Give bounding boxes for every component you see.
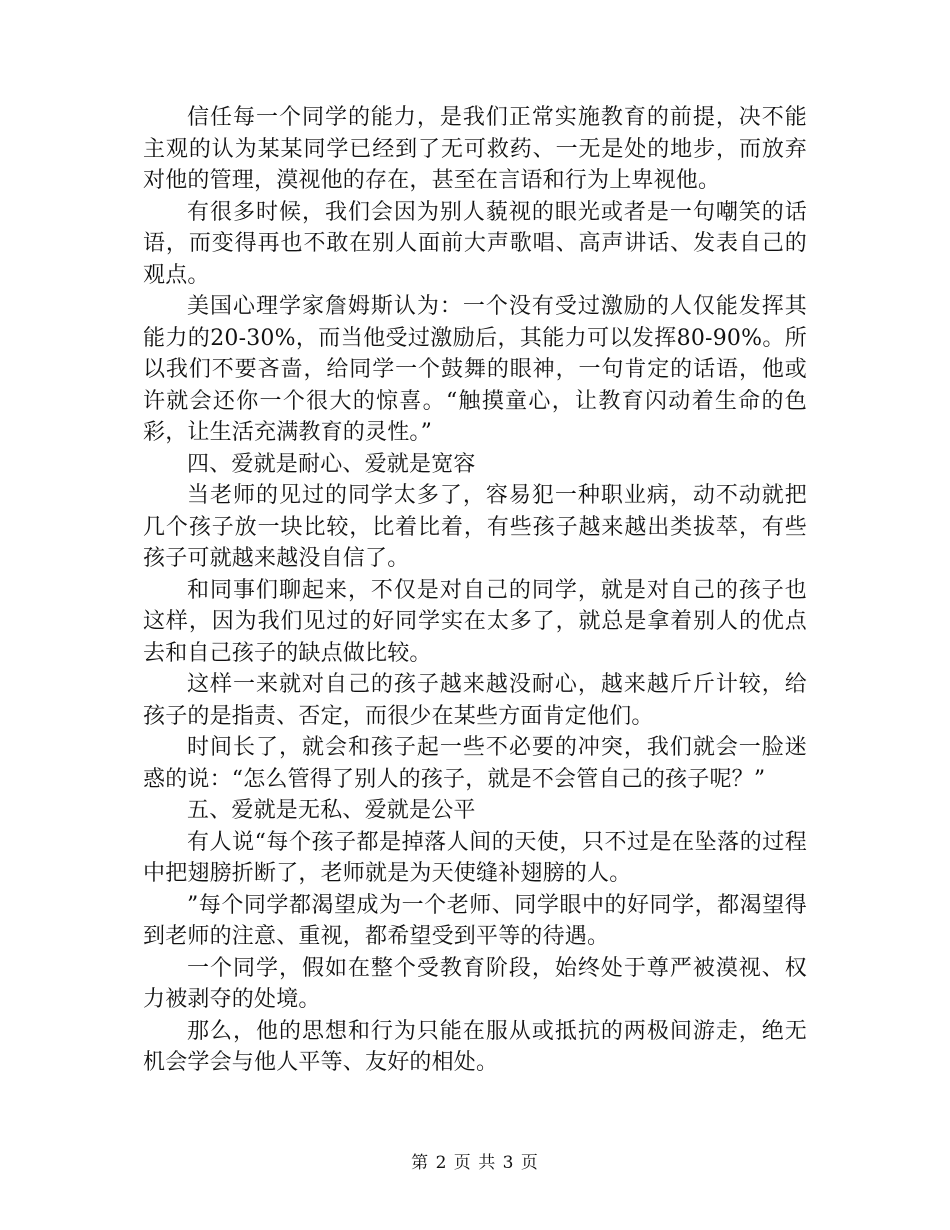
paragraph: 这样一来就对自己的孩子越来越没耐心，越来越斤斤计较，给孩子的是指责、否定，而很少在某些方面肯定他们。 [143,672,807,729]
paragraph: 那么，他的思想和行为只能在服从或抵抗的两极间游走，绝无机会学会与他人平等、友好的相处。 [143,1018,807,1075]
page-footer: 第 2 页 共 3 页 [411,1153,539,1173]
document-body [143,102,807,1079]
paragraph: 时间长了，就会和孩子起一些不必要的冲突，我们就会一脸迷惑的说：“怎么管得了别人的孩子，就是不会管自己的孩子呢？” [143,735,807,792]
paragraph: 当老师的见过的同学太多了，容易犯一种职业病，动不动就把几个孩子放一块比较，比着比着，有些孩子越来越出类拔萃，有些孩子可就越来越没自信了。 [143,483,807,571]
section-heading: 四、爱就是耐心、爱就是宽容 [187,451,476,477]
paragraph: 有很多时候，我们会因为别人藐视的眼光或者是一句嘲笑的话语，而变得再也不敢在别人面前大声歌唱、高声讲话、发表自己的观点。 [143,199,807,288]
paragraph: 有人说“每个孩子都是掉落人间的天使，只不过是在坠落的过程中把翅膀折断了，老师就是为天使缝补翅膀的人。 [143,829,807,886]
paragraph: 和同事们聊起来，不仅是对自己的同学，就是对自己的孩子也这样，因为我们见过的好同学实在太多了，就总是拿着别人的优点去和自己孩子的缺点做比较。 [143,577,807,666]
paragraph: 信任每一个同学的能力，是我们正常实施教育的前提，决不能主观的认为某某同学已经到了无可救药、一无是处的地步，而放弃对他的管理，漠视他的存在，甚至在言语和行为上卑视他。 [143,105,807,193]
section-heading: 五、爱就是无私、爱就是公平 [187,798,476,823]
paragraph: ”每个同学都渴望成为一个老师、同学眼中的好同学，都渴望得到老师的注意、重视，都希望受到平等的待遇。 [143,892,807,949]
paragraph: 一个同学，假如在整个受教育阶段，始终处于尊严被漠视、权力被剥夺的处境。 [143,955,807,1012]
paragraph: 美国心理学家詹姆斯认为：一个没有受过激励的人仅能发挥其能力的20-30%，而当他受过激励后，其能力可以发挥80-90%。所以我们不要吝啬，给同学一个鼓舞的眼神，一句肯定的话语，他或许就会还你一个很大的惊喜。“触摸童心，让教育闪动着生命的色彩，让生活充满教育的灵性。” [143,294,807,445]
